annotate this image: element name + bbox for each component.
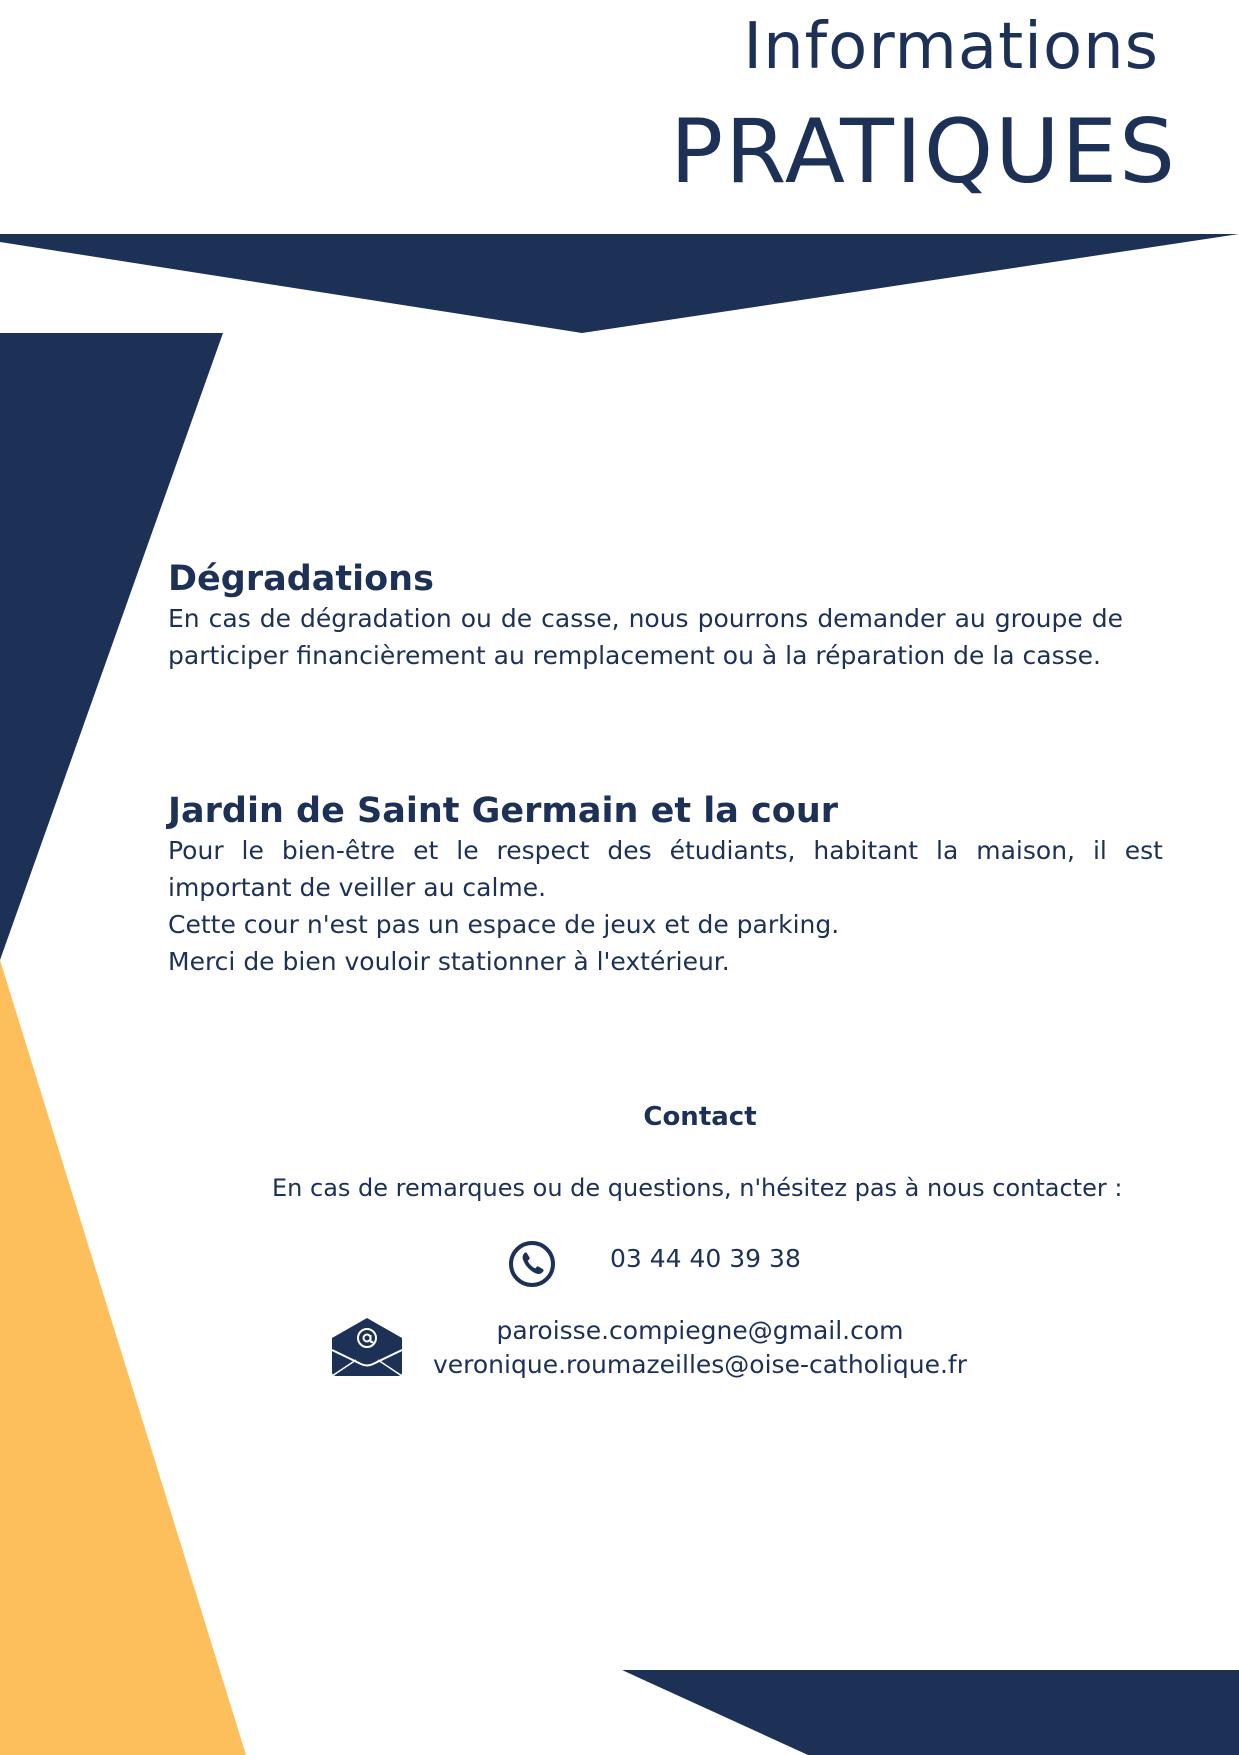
section-jardin xyxy=(168,790,1163,980)
email-link[interactable]: paroisse.compiegne@gmail.com xyxy=(496,1316,904,1345)
section-paragraph: Merci de bien vouloir stationner à l'extérieur. xyxy=(168,947,730,976)
phone-icon xyxy=(508,1240,556,1288)
section-paragraph: En cas de dégradation ou de casse, nous pourrons demander au groupe de participer financièrement au remplacement ou à la réparation de la casse. xyxy=(168,604,1123,670)
bottom-navy-shape xyxy=(622,1670,1239,1755)
phone-number[interactable]: 03 44 40 39 38 xyxy=(610,1244,801,1273)
email-list xyxy=(420,1314,980,1382)
contact-heading: Contact xyxy=(643,1102,757,1132)
top-navy-chevron xyxy=(0,234,1239,333)
section-heading: Jardin de Saint Germain et la cour xyxy=(168,791,839,831)
section-paragraph: Cette cour n'est pas un espace de jeux et de parking. xyxy=(168,910,840,939)
section-paragraph: Pour le bien-être et le respect des étudiants, habitant la maison, il est important de veiller au calme. xyxy=(168,836,1163,902)
email-link[interactable]: veronique.roumazeilles@oise-catholique.fr xyxy=(432,1350,967,1379)
left-yellow-triangle xyxy=(0,960,246,1755)
section-degradations xyxy=(168,558,1123,674)
contact-intro: En cas de remarques ou de questions, n'hésitez pas à nous contacter : xyxy=(272,1174,1123,1202)
title-pratiques: PRATIQUES xyxy=(670,100,1177,203)
title-informations: Informations xyxy=(743,10,1159,84)
envelope-at-icon xyxy=(330,1316,404,1378)
section-heading: Dégradations xyxy=(168,559,434,599)
